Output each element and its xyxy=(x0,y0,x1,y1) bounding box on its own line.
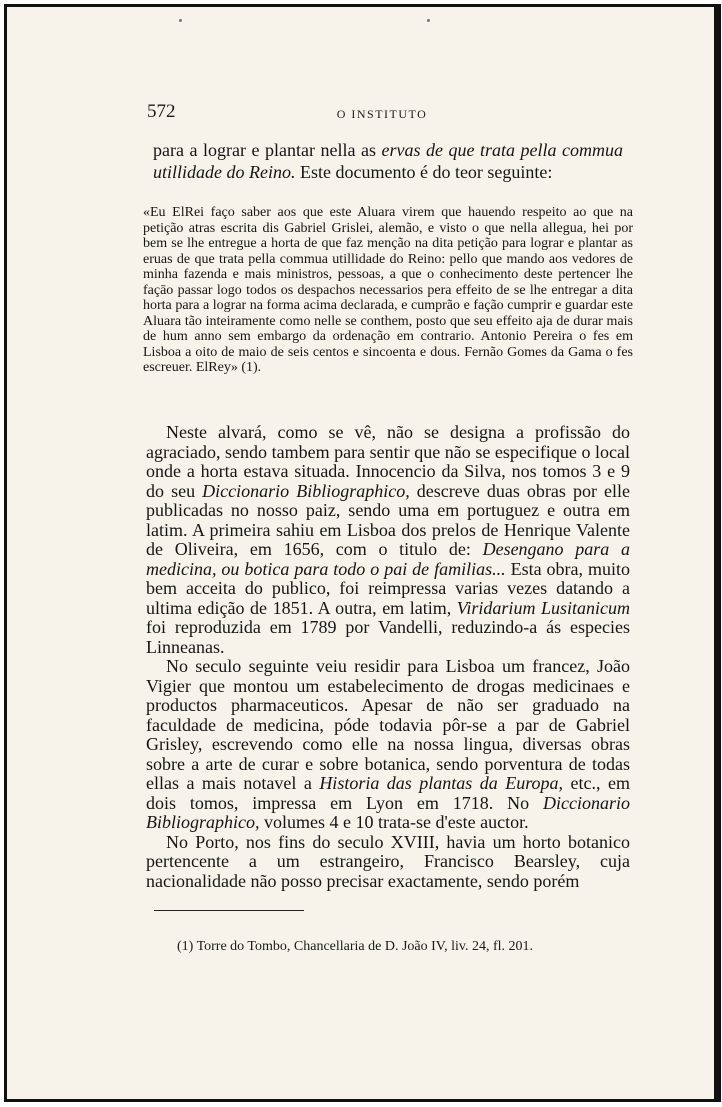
footnote-rule xyxy=(154,910,304,911)
intro-end: Este documento é do teor seguinte: xyxy=(295,162,553,182)
text-run: etc., em dois tomos, impressa em Lyon em 1718. No xyxy=(146,773,630,813)
italic-run: Desengano para a medicina, ou botica para todo o pai de familias... xyxy=(146,539,630,579)
text-run: descreve duas obras por elle publicadas no nosso paiz, sendo uma em portuguez e outra em latim. A primeira sahiu em Lisboa dos prelos de Henrique Valente de Oliveira, em 1656, com o titulo de: xyxy=(146,480,631,559)
text-run: Esta obra, muito bem acceita do publico, foi reimpressa varias vezes datando a ultima edição de 1851. A outra, em latim, xyxy=(146,558,630,618)
paragraph-alvara xyxy=(146,423,630,657)
speck xyxy=(427,19,430,22)
text-run: foi reproduzida em 1789 por Vandelli, reduzindo-a ás especies Linneanas. xyxy=(146,617,630,657)
intro-text: para a lograr e plantar nella as xyxy=(153,140,382,160)
quoted-document: «Eu ElRei faço saber aos que este Aluara virem que hauendo respeito ao que na petição atras escrita dis Gabriel Grislei, alemão, e visto o que nella allegua, hei por bem se lhe entregue a horta de que faz menção na dita petição para lograr e plantar as eruas de que trata pella commua utillidade do Reino: pello que mando aos vedores de minha fazenda e mais ministros, pessoas, a que o conhecimento deste pertencer lhe façāo passar logo todos os despachos necessarios pera effeito de se lhe entregar a dita horta para a lograr na forma acima declarada, e cumprão e fação cumprir e guardar este Aluara tão inteiramente como nelle se conthem, posto que seu effeito aja de durar mais de hum anno sem embargo da ordenação em contrario. Antonio Pereira o fes em Lisboa a oito de maio de seis centos e sincoenta e dous. Fernão Gomes da Gama o fes escreuer. ElRey» (1). xyxy=(143,205,633,375)
intro-paragraph xyxy=(153,139,623,183)
main-text xyxy=(146,423,630,891)
text-run: volumes 4 e 10 trata-se d'este auctor. xyxy=(259,812,529,832)
intro-italic: ervas de que trata pella commua utillidade do Reino. xyxy=(153,140,624,182)
text-run: No seculo seguinte veiu residir para Lisboa um francez, João Vigier que montou um estabelecimento de drogas medicinaes e productos pharmaceuticos. Apesar de não ser graduado na faculdade de medicina, póde todavia pôr-se a par de Gabriel Grisley, escrevendo como elle na nossa lingua, diversas obras sobre a arte de curar e sobre botanica, sendo porventura de todas ellas a mais notavel a xyxy=(146,656,630,793)
page xyxy=(4,4,721,1102)
speck xyxy=(179,19,182,22)
page-header xyxy=(147,101,617,131)
running-title: O INSTITUTO xyxy=(336,107,428,121)
italic-run: Viridarium Lusitanicum xyxy=(456,597,630,618)
footnote: (1) Torre do Tombo, Chancellaria de D. João IV, liv. 24, fl. 201. xyxy=(177,939,534,954)
text-run: Neste alvará, como se vê, não se designa a profissão do agraciado, sendo tambem para sentir que não se especifique o local onde a horta estava situada. Innocencio da Silva, nos tomos 3 e 9 do seu xyxy=(146,422,630,501)
italic-run: Historia das plantas da Europa, xyxy=(319,773,564,793)
page-number: 572 xyxy=(147,101,176,122)
paragraph-vigier xyxy=(146,657,630,833)
italic-run: Diccionario Bibliographico, xyxy=(146,792,630,832)
italic-run: Diccionario Bibliographico, xyxy=(202,480,410,501)
paragraph-porto xyxy=(146,833,630,892)
text-run: No Porto, nos fins do seculo XVIII, havia um horto botanico pertencente a um estrangeiro, Francisco Bearsley, cuja nacionalidade não posso precisar exactamente, sendo porém xyxy=(146,831,630,891)
